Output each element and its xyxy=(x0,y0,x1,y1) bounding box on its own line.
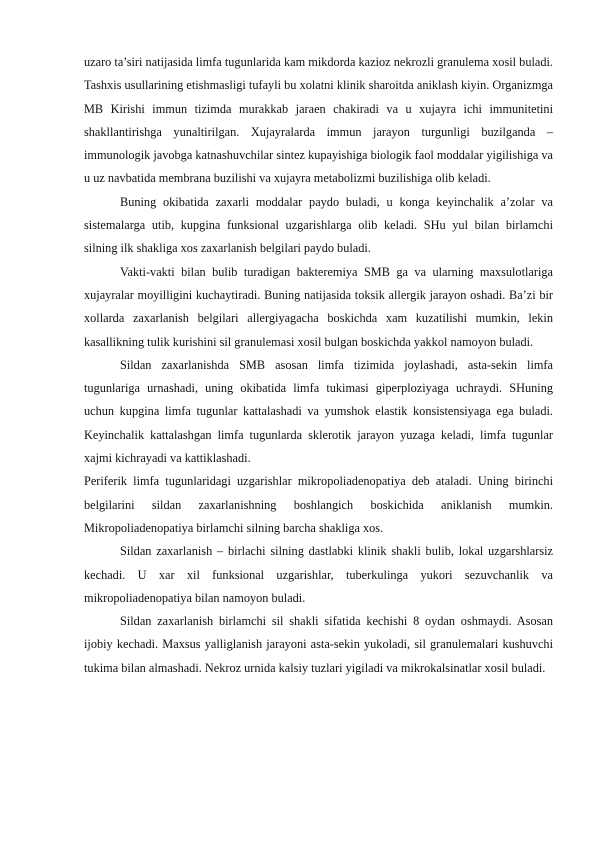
paragraph-bacteremia: Vakti-vakti bilan bulib turadigan bakteremiya SMB ga va ularning maxsulotlariga xujayralar moyilligini kuchaytiradi. Buning natijasida toksik allergik jarayon oshadi. Ba’zi bir xollarda zaxarlanish belgilari allergiyagacha boskichda xam kuzatilishi mumkin, lekin kasallikning tulik kurishini sil granulemasi xosil bulgan boskichda yakkol namoyon buladi. xyxy=(84,264,553,349)
paragraph-toxic-substances: Buning okibatida zaxarli moddalar paydo buladi, u konga keyinchalik a’zolar va sistemalarga utib, kupgina funksional uzgarishlarga olib keladi. SHu yul bilan birlamchi silning ilk shakliga xos zaxarlanish belgilari paydo buladi. xyxy=(84,194,553,256)
paragraph-course: Sildan zaxarlanish birlamchi sil shakli sifatida kechishi 8 oydan oshmaydi. Asosan ijobiy kechadi. Maxsus yalliglanish jarayoni asta-sekin yukoladi, sil granulemalari kushuvchi tukima bilan almashadi. Nekroz urnida kalsiy tuzlari yigiladi va mikrokalsinatlar xosil buladi. xyxy=(84,614,553,675)
paragraph-micropolyadenopathy: Periferik limfa tugunlaridagi uzgarishlar mikropoliadenopatiya deb ataladi. Uning birinchi belgilarini sildan zaxarlanishning boshlangich boskichida aniklanish mumkin. Mikropoliadenopatiya birlamchi silning barcha shakliga xos. xyxy=(84,474,553,535)
paragraph-lymph-system: Sildan zaxarlanishda SMB asosan limfa tizimida joylashadi, asta-sekin limfa tugunlariga urnashadi, uning okibatida limfa tukimasi giperploziyaga uchraydi. SHuning uchun kupgina limfa tugunlar kattalashadi va yumshok elastik konsistensiyaga ega buladi. Keyinchalik kattalashgan limfa tugunlarda sklerotik jarayon yuzaga keladi, limfa tugunlar xajmi kichrayadi va kattiklashadi. xyxy=(84,357,553,466)
document-page xyxy=(84,51,553,680)
paragraph-clinical-form: Sildan zaxarlanish – birlachi silning dastlabki klinik shakli bulib, lokal uzgarshlarsiz kechadi. U xar xil funksional uzgarishlar, tuberkulinga yukori sezuvchanlik va mikropoliadenopatiya bilan namoyon buladi. xyxy=(84,544,553,605)
paragraph-continuation: uzaro ta’siri natijasida limfa tugunlarida kam mikdorda kazioz nekrozli granulema xosil buladi. Tashxis usullarining etishmasligi tufayli bu xolatni klinik sharoitda aniklash kiyin. Organizmga MB Kirishi immun tizimda murakkab jaraen chakiradi va u xujayra ichi immunitetini shakllantirishga yunaltirilgan. Xujayralarda immun jarayon turgunligi buzilganda – immunologik javobga katnashuvchilar sintez kupayishiga biologik faol moddalar yigilishiga va u uz navbatida membrana buzilishi va xujayra metabolizmi buzilishiga olib keladi. xyxy=(84,55,553,186)
